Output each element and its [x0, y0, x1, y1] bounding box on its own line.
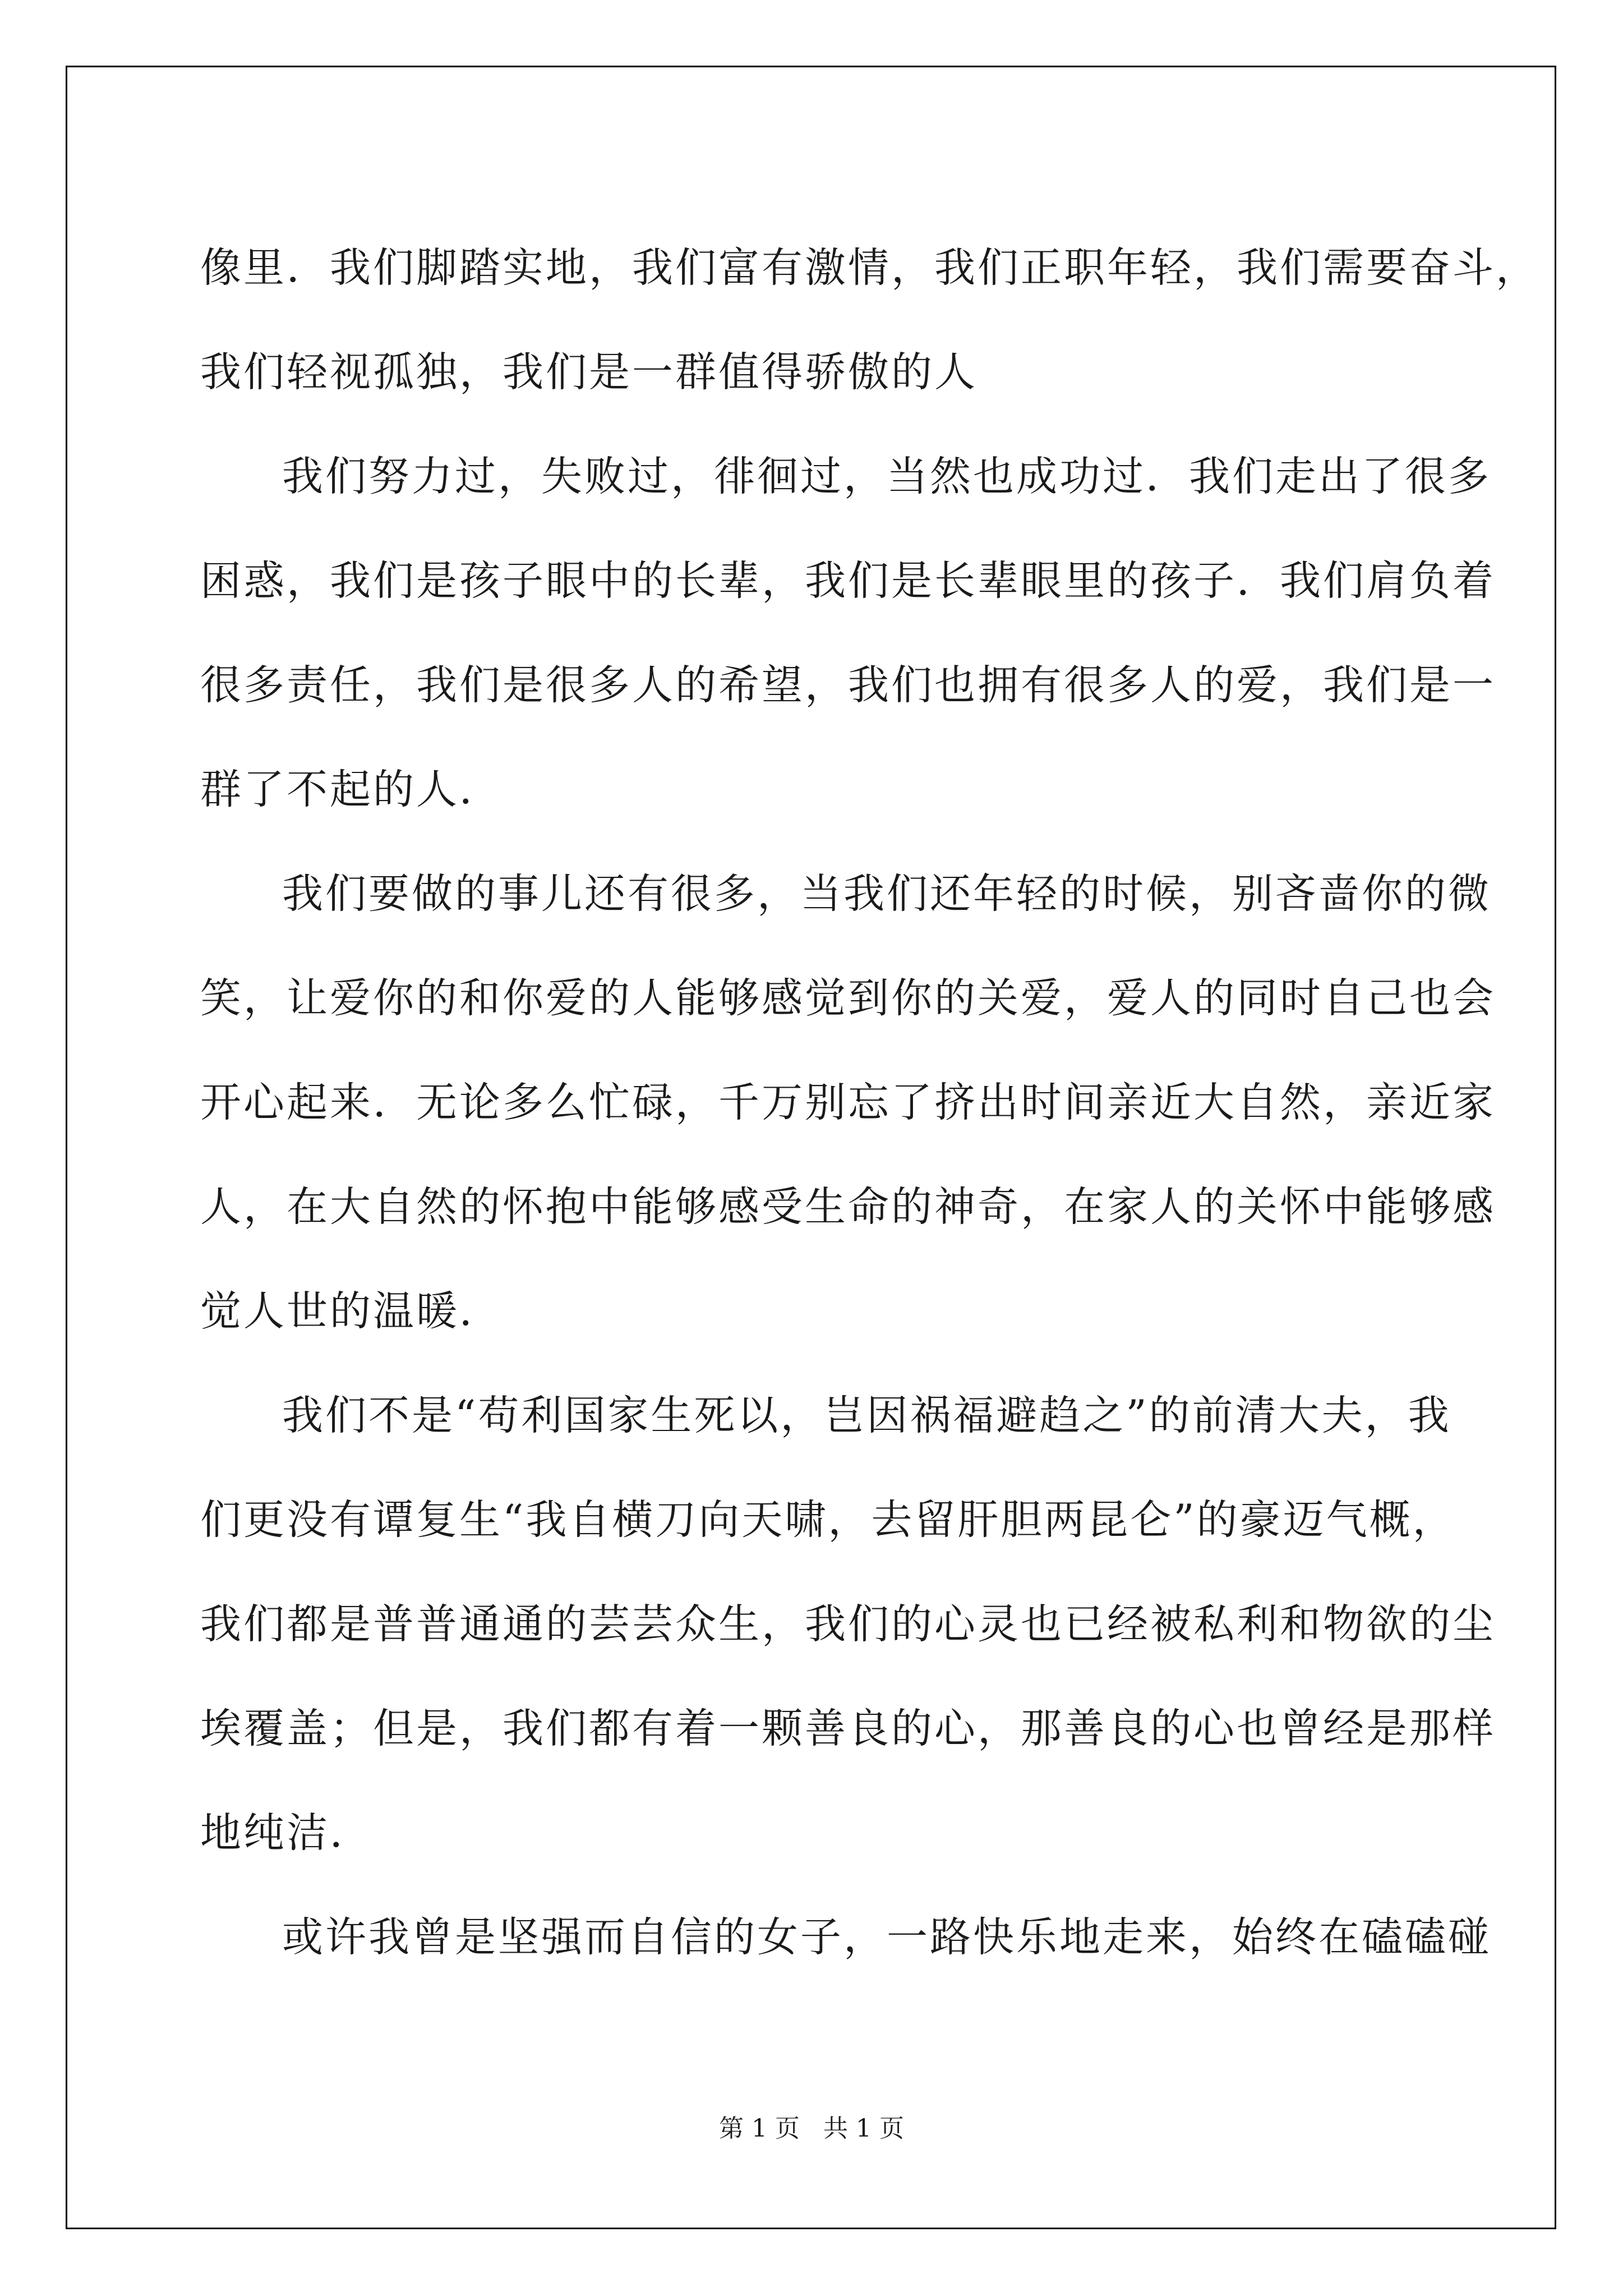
text-line: 或许我曾是坚强而自信的女子，一路快乐地走来，始终在磕磕碰: [282, 1913, 1491, 1961]
paragraph-1: [200, 216, 1539, 425]
page-number-label: 第 1 页: [719, 2114, 800, 2143]
document-body: [200, 216, 1539, 1990]
paragraph-5: [200, 1885, 1491, 1990]
text-line: 我们不是“苟利国家生死以，岂因祸福避趋之”的前清大夫，我: [282, 1392, 1451, 1439]
text-line: 开心起来．无论多么忙碌，千万别忘了挤出时间亲近大自然，亲近家: [200, 1079, 1496, 1126]
text-line: 群了不起的人．: [200, 766, 502, 813]
text-line: 地纯洁．: [200, 1809, 373, 1857]
paragraph-4: [200, 1364, 1496, 1885]
page-footer: [0, 2108, 1623, 2144]
page-total-label: 共 1 页: [823, 2114, 904, 2143]
paragraph-3: [200, 842, 1496, 1364]
text-line: 觉人世的温暖．: [200, 1287, 502, 1335]
text-line: 困惑，我们是孩子眼中的长辈，我们是长辈眼里的孩子．我们肩负着: [200, 557, 1496, 605]
text-line: 埃覆盖；但是，我们都有着一颗善良的心，那善良的心也曾经是那样: [200, 1705, 1496, 1752]
text-line: 像里．我们脚踏实地，我们富有激情，我们正职年轻，我们需要奋斗，: [200, 244, 1539, 292]
text-line: 人，在大自然的怀抱中能够感受生命的神奇，在家人的关怀中能够感: [200, 1183, 1496, 1231]
text-line: 很多责任，我们是很多人的希望，我们也拥有很多人的爱，我们是一: [200, 661, 1496, 709]
text-line: 我们都是普普通通的芸芸众生，我们的心灵也已经被私利和物欲的尘: [200, 1600, 1496, 1648]
text-line: 笑，让爱你的和你爱的人能够感觉到你的关爱，爱人的同时自己也会: [200, 974, 1496, 1022]
text-line: 们更没有谭复生“我自横刀向天啸，去留肝胆两昆仑”的豪迈气概，: [200, 1496, 1456, 1544]
paragraph-2: [200, 425, 1496, 842]
text-line: 我们轻视孤独，我们是一群值得骄傲的人: [200, 348, 978, 396]
text-line: 我们要做的事儿还有很多，当我们还年轻的时候，别吝啬你的微: [282, 870, 1491, 918]
text-line: 我们努力过，失败过，徘徊过，当然也成功过．我们走出了很多: [282, 453, 1491, 500]
